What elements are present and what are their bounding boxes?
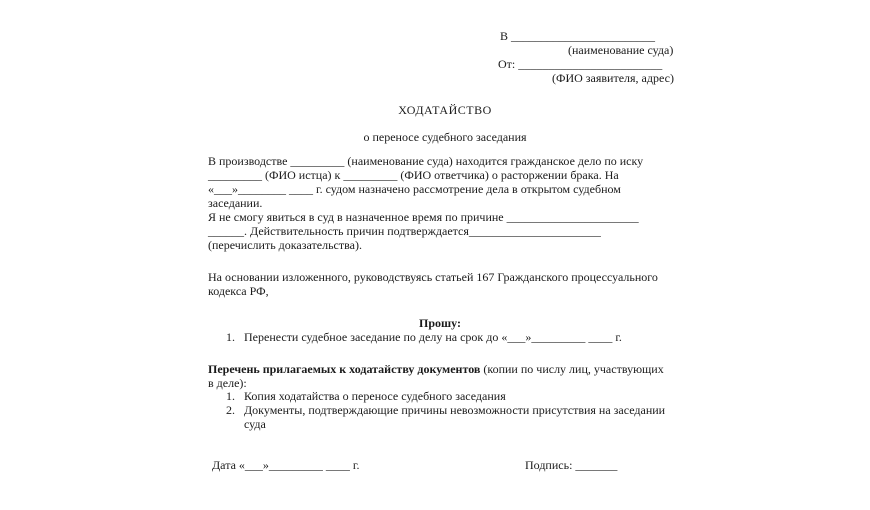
request-heading: Прошу: <box>419 316 461 330</box>
request-item-text: Перенести судебное заседание по делу на срок до «___»_________ ____ г. <box>244 330 622 344</box>
basis-line: кодекса РФ, <box>208 284 269 298</box>
attachments-heading <box>208 362 664 377</box>
body-line: В производстве _________ (наименование суда) находится гражданское дело по иску <box>208 154 644 168</box>
date-field: Дата «___»_________ ____ г. <box>212 458 360 472</box>
request-item-number: 1. <box>226 330 235 344</box>
attachment-item-text: Копия ходатайства о переносе судебного заседания <box>244 389 506 403</box>
body-line: Я не смогу явиться в суд в назначенное время по причине ______________________ <box>208 210 639 224</box>
body-line: заседании. <box>208 196 263 210</box>
attachments-heading-bold: Перечень прилагаемых к ходатайству документов <box>208 362 481 376</box>
body-line: ______. Действительность причин подтверждается______________________ <box>208 224 601 238</box>
attachment-item-number: 2. <box>226 403 235 417</box>
applicant-line: От: ________________________ <box>498 57 663 71</box>
document-subtitle: о переносе судебного заседания <box>363 130 527 144</box>
attachment-item-text: Документы, подтверждающие причины невозможности присутствия на заседании <box>244 403 666 417</box>
body-line: _________ (ФИО истца) к _________ (ФИО ответчика) о расторжении брака. На <box>208 168 619 182</box>
applicant-hint: (ФИО заявителя, адрес) <box>552 71 674 85</box>
attachment-item-number: 1. <box>226 389 235 403</box>
document-title: ХОДАТАЙСТВО <box>398 103 492 117</box>
attachments-heading-cont: в деле): <box>208 376 247 390</box>
body-line: «___»________ ____ г. судом назначено рассмотрение дела в открытом судебном <box>208 182 621 196</box>
court-line: В ________________________ <box>500 29 656 43</box>
court-hint: (наименование суда) <box>568 43 674 57</box>
signature-field: Подпись: _______ <box>525 458 618 472</box>
basis-line: На основании изложенного, руководствуясь статьей 167 Гражданского процессуального <box>208 270 658 284</box>
body-line: (перечислить доказательства). <box>208 238 362 252</box>
attachments-heading-note: (копии по числу лиц, участвующих <box>480 362 664 376</box>
attachment-item-text-cont: суда <box>244 417 266 431</box>
